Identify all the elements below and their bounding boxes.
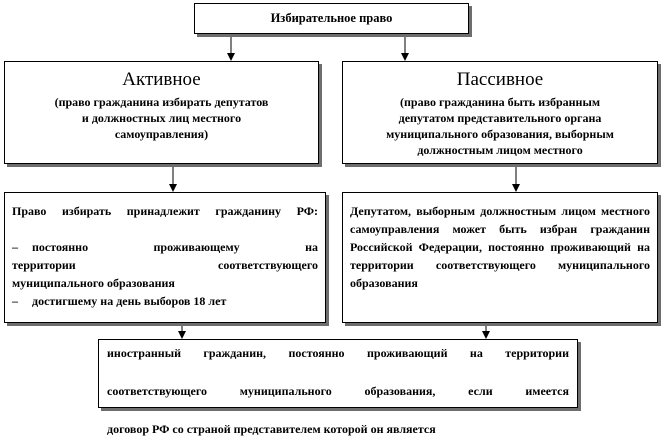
passive-description: [343, 94, 657, 158]
active-description-line: и должностных лиц местного: [81, 111, 242, 125]
foreign-citizen-line: иностранный гражданин, постоянно проживающий на территории: [107, 346, 569, 360]
condition-word: соответствующего: [218, 258, 318, 272]
active-heading: Активное: [122, 69, 201, 90]
passive-description-line: (право гражданина быть избранным: [399, 95, 600, 109]
passive-conditions-box: [342, 192, 658, 323]
condition-word: постоянно: [32, 240, 89, 254]
condition-word: территории: [12, 258, 76, 272]
condition-residence-line3: муниципального образования: [12, 276, 175, 290]
condition-age-text: достигшему на день выборов 18 лет: [32, 294, 227, 308]
condition-word: на: [305, 240, 318, 254]
active-right-box: [4, 61, 319, 164]
electoral-right-label: Избирательное право: [270, 11, 393, 25]
active-description-line: самоуправления): [114, 127, 209, 141]
passive-right-box: [342, 61, 658, 164]
electoral-right-box: [194, 3, 469, 34]
active-conditions-intro: Право избирать принадлежит гражданину РФ:: [12, 204, 318, 218]
active-description-line: (право гражданина избирать депутатов: [54, 95, 269, 109]
condition-word: проживающему: [153, 240, 240, 254]
foreign-citizen-box: [98, 339, 578, 436]
active-conditions-box: [4, 192, 326, 323]
passive-heading: Пассивное: [456, 69, 544, 90]
dash-marker: –: [12, 294, 18, 308]
condition-age: [12, 292, 318, 310]
active-description: [5, 94, 318, 142]
passive-conditions-text: Депутатом, выборным должностным лицом местного самоуправления может быть избран гражданин Российской Федерации, постоянно проживающий на территории соответствующего муниципального образования: [350, 204, 650, 290]
condition-residence: [12, 238, 318, 256]
condition-residence-line2: [12, 256, 318, 274]
passive-description-line: должностным лицом местного: [417, 143, 583, 157]
foreign-citizen-line: договор РФ со страной представителем которой он является: [107, 422, 436, 436]
dash-marker: –: [12, 240, 18, 254]
passive-description-line: муниципального образования, выборным: [386, 127, 614, 141]
foreign-citizen-line: соответствующего муниципального образования, если имеется: [107, 384, 569, 398]
passive-description-line: депутатом представительного органа: [398, 111, 602, 125]
